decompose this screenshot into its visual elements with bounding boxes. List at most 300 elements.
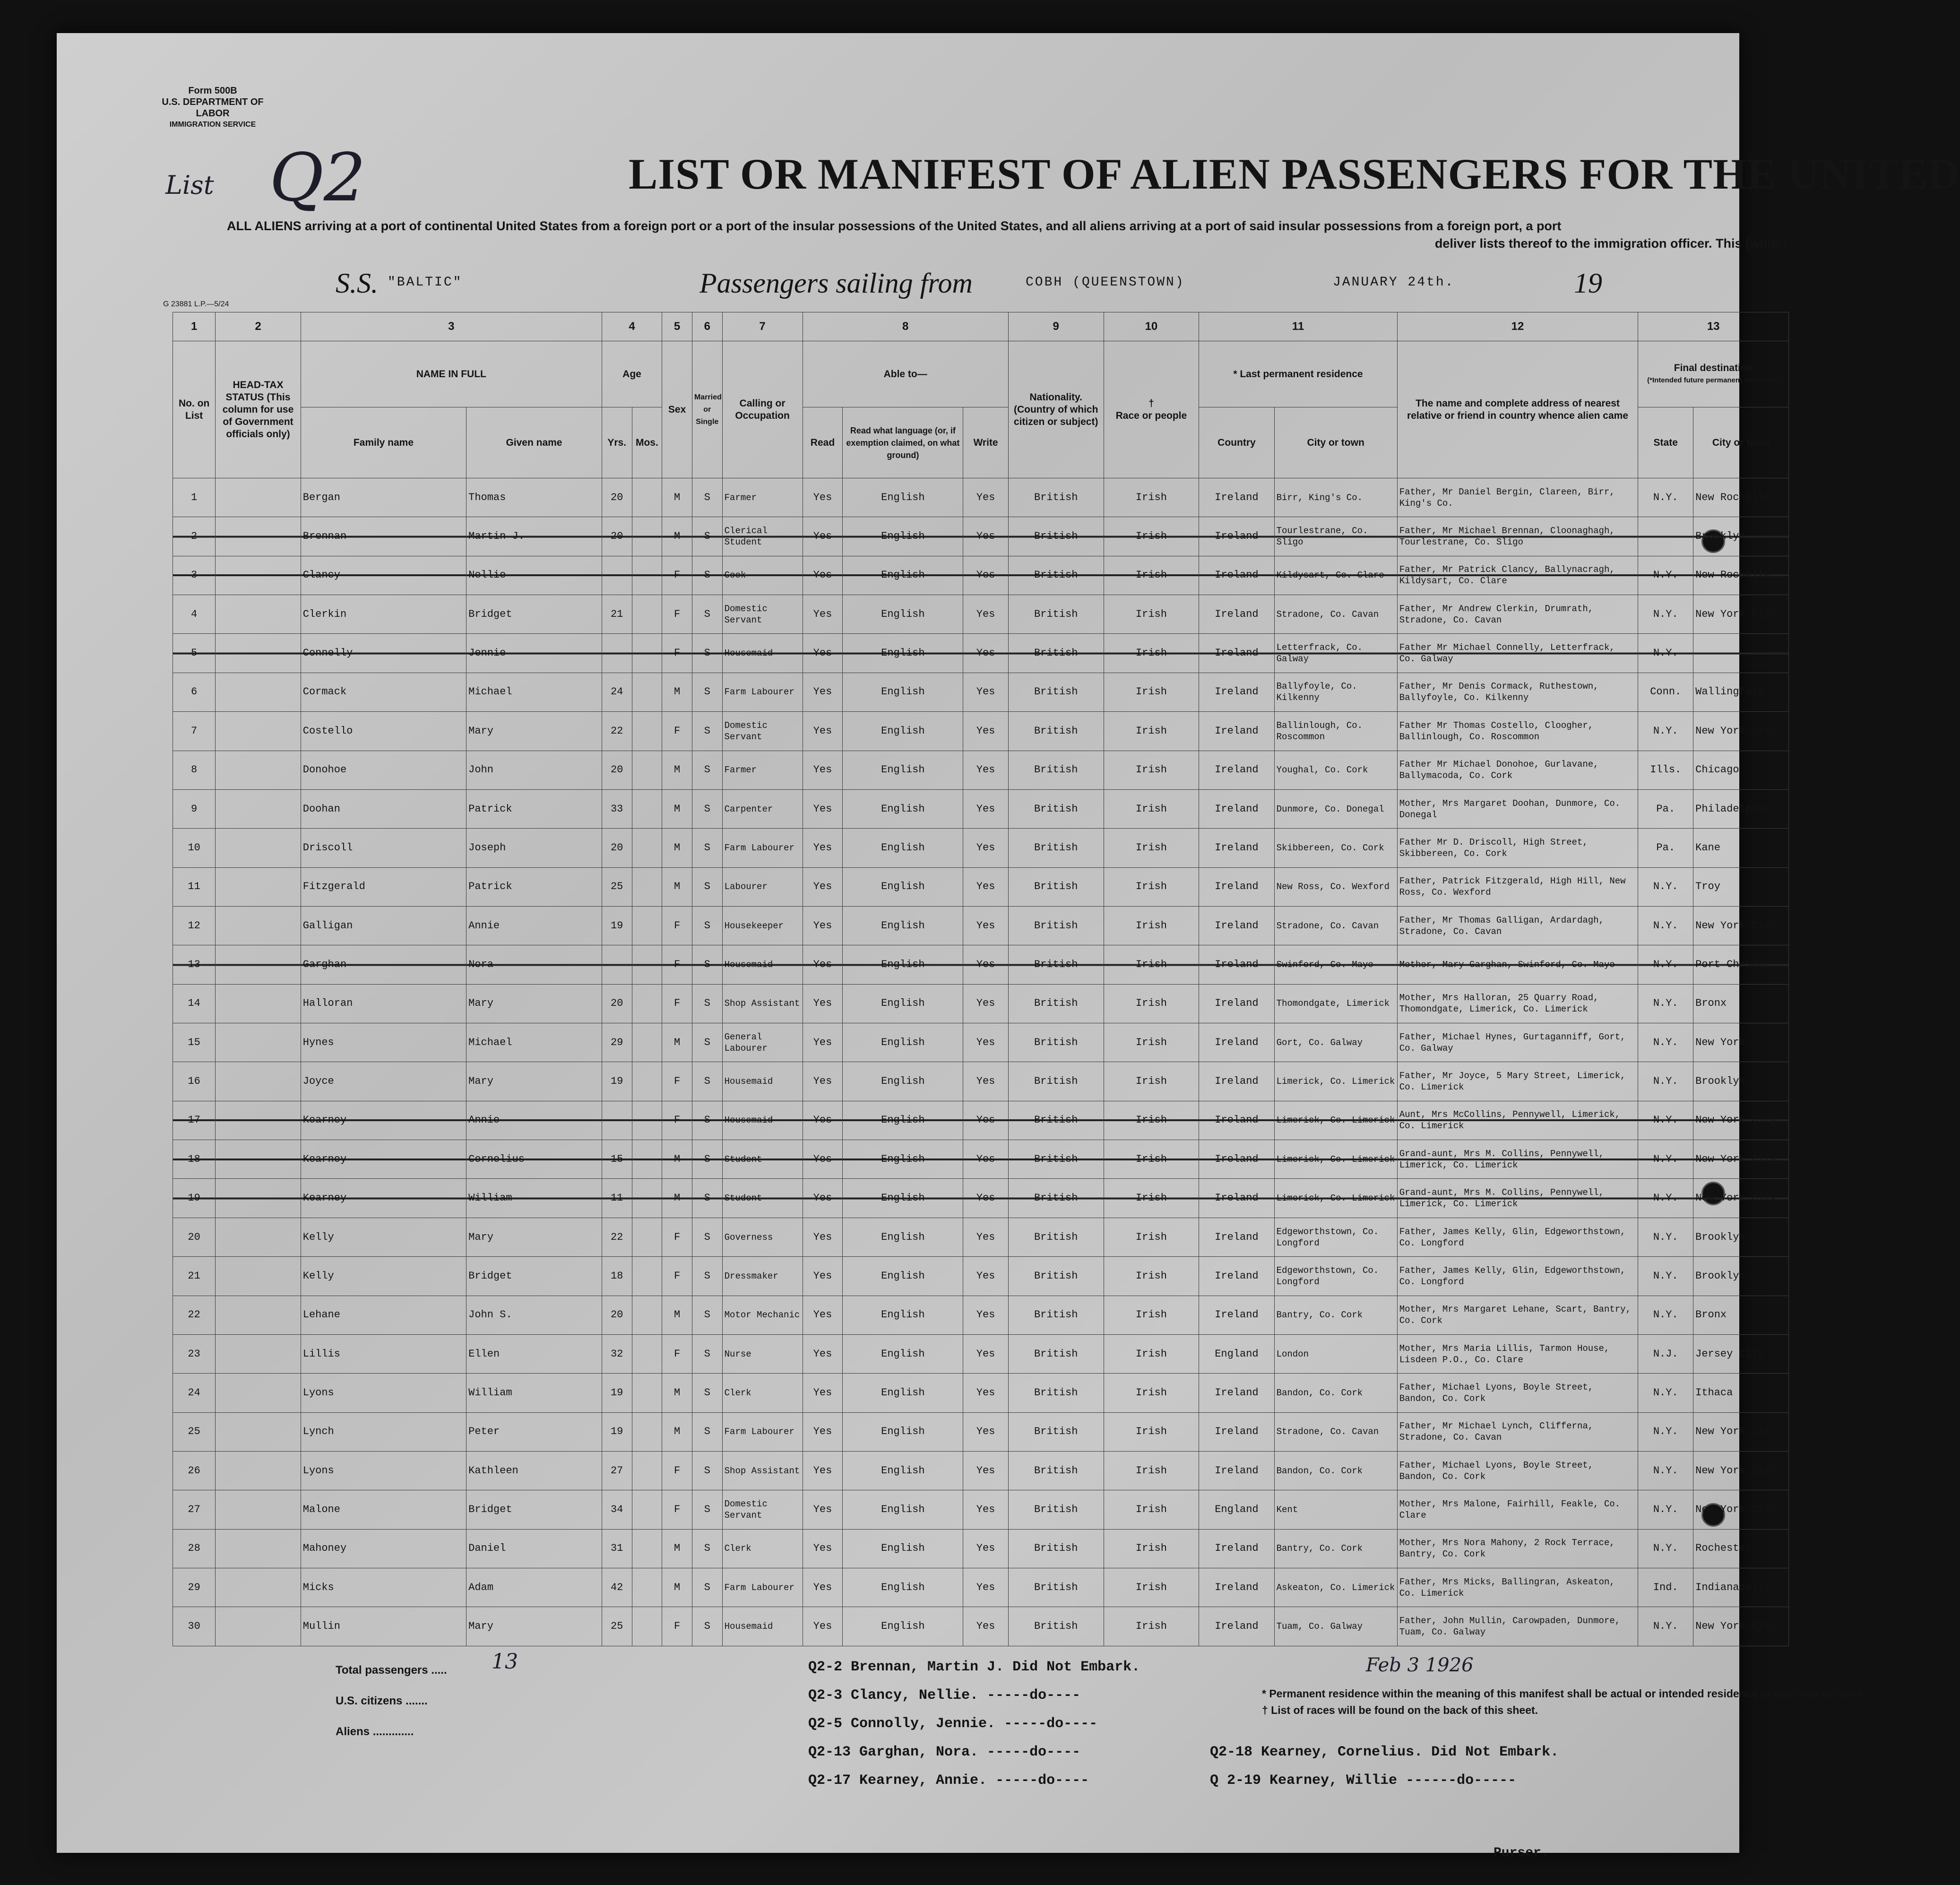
state-cell: Pa. — [1638, 789, 1693, 828]
family-name-cell: Clancy — [301, 556, 466, 595]
age-months-cell — [632, 517, 662, 556]
occupation-cell: Housemaid — [722, 1607, 803, 1646]
age-years-cell — [602, 634, 632, 673]
head-tax-cell — [216, 1257, 301, 1296]
header-race — [1104, 341, 1199, 478]
marital-status-cell: S — [692, 634, 722, 673]
header-head-tax: HEAD-TAX STATUS (This column for use of Government officials only) — [216, 341, 301, 478]
race-cell: Irish — [1104, 1257, 1199, 1296]
race-cell: Irish — [1104, 829, 1199, 867]
col-num-13: 13 — [1638, 312, 1789, 341]
marital-status-cell: S — [692, 789, 722, 828]
marital-status-cell: S — [692, 1568, 722, 1607]
sex-cell: F — [662, 1062, 692, 1101]
state-cell: N.Y. — [1638, 945, 1693, 984]
destination-city-cell: New York City — [1693, 1490, 1789, 1529]
age-years-cell: 25 — [602, 1607, 632, 1646]
row-number: 8 — [173, 751, 216, 789]
write-cell: Yes — [963, 1374, 1009, 1412]
table-row — [173, 595, 1789, 634]
marital-status-cell: S — [692, 906, 722, 945]
age-months-cell — [632, 945, 662, 984]
race-cell: Irish — [1104, 712, 1199, 751]
country-cell: Ireland — [1199, 478, 1274, 517]
age-months-cell — [632, 1529, 662, 1568]
read-cell: Yes — [803, 789, 843, 828]
race-cell: Irish — [1104, 984, 1199, 1023]
relative-cell: Father, Michael Lyons, Boyle Street, Bandon, Co. Cork — [1397, 1451, 1638, 1490]
note-line: Q2-17 Kearney, Annie. -----do---- — [808, 1773, 1089, 1789]
read-cell: Yes — [803, 1257, 843, 1296]
given-name-cell: Bridget — [466, 1490, 602, 1529]
read-language-cell: English — [843, 634, 963, 673]
header-dest-city: City or town — [1693, 407, 1789, 478]
given-name-cell: Bridget — [466, 595, 602, 634]
write-cell: Yes — [963, 595, 1009, 634]
head-tax-cell — [216, 673, 301, 711]
state-cell: Pa. — [1638, 829, 1693, 867]
write-cell: Yes — [963, 712, 1009, 751]
occupation-cell: Nurse — [722, 1334, 803, 1373]
col-num-8: 8 — [803, 312, 1008, 341]
family-name-cell: Lyons — [301, 1374, 466, 1412]
marital-status-cell: S — [692, 1334, 722, 1373]
given-name-cell: Mary — [466, 1062, 602, 1101]
ship-prefix: S.S. — [336, 268, 378, 299]
read-language-cell: English — [843, 1568, 963, 1607]
header-calling: Calling or Occupation — [722, 341, 803, 478]
table-row — [173, 517, 1789, 556]
table-row — [173, 906, 1789, 945]
read-cell: Yes — [803, 1218, 843, 1256]
relative-cell: Grand-aunt, Mrs M. Collins, Pennywell, Limerick, Co. Limerick — [1397, 1179, 1638, 1218]
read-language-cell: English — [843, 829, 963, 867]
read-language-cell: English — [843, 556, 963, 595]
marital-status-cell: S — [692, 1023, 722, 1062]
nationality-cell: British — [1008, 1101, 1104, 1140]
sex-cell: F — [662, 1218, 692, 1256]
marital-status-cell: S — [692, 1257, 722, 1296]
age-months-cell — [632, 1023, 662, 1062]
table-row — [173, 673, 1789, 711]
header-mos: Mos. — [632, 407, 662, 478]
write-cell: Yes — [963, 789, 1009, 828]
col-num-3: 3 — [301, 312, 602, 341]
read-cell: Yes — [803, 634, 843, 673]
occupation-cell: Farmer — [722, 751, 803, 789]
family-name-cell: Costello — [301, 712, 466, 751]
read-cell: Yes — [803, 1334, 843, 1373]
family-name-cell: Connelly — [301, 634, 466, 673]
head-tax-cell — [216, 1568, 301, 1607]
country-cell: Ireland — [1199, 1257, 1274, 1296]
marital-status-cell: S — [692, 1529, 722, 1568]
family-name-cell: Kearney — [301, 1140, 466, 1179]
age-months-cell — [632, 634, 662, 673]
occupation-cell: Farmer — [722, 478, 803, 517]
age-months-cell — [632, 673, 662, 711]
table-row — [173, 1218, 1789, 1256]
write-cell: Yes — [963, 1296, 1009, 1334]
head-tax-cell — [216, 1374, 301, 1412]
destination-city-cell: Chicago — [1693, 751, 1789, 789]
nationality-cell: British — [1008, 595, 1104, 634]
age-years-cell: 20 — [602, 478, 632, 517]
marital-status-cell: S — [692, 867, 722, 906]
instruction-text: ALL ALIENS arriving at a port of continental United States from a foreign port or a port of the insular possessions of the United States, and all aliens arriving at a port of said insular possessions from a foreign port, a port — [227, 219, 1562, 233]
head-tax-cell — [216, 1023, 301, 1062]
occupation-cell: Dressmaker — [722, 1257, 803, 1296]
age-months-cell — [632, 1179, 662, 1218]
age-years-cell: 19 — [602, 1374, 632, 1412]
relative-cell: Father, Michael Lyons, Boyle Street, Bandon, Co. Cork — [1397, 1374, 1638, 1412]
table-row — [173, 1412, 1789, 1451]
row-number: 10 — [173, 829, 216, 867]
city-cell: Kent — [1274, 1490, 1397, 1529]
table-row — [173, 1568, 1789, 1607]
state-cell: N.Y. — [1638, 595, 1693, 634]
sex-cell: F — [662, 556, 692, 595]
state-cell: N.Y. — [1638, 634, 1693, 673]
occupation-cell: Labourer — [722, 867, 803, 906]
aliens-label: Aliens ............. — [336, 1725, 414, 1738]
read-language-cell: English — [843, 1412, 963, 1451]
head-tax-cell — [216, 1412, 301, 1451]
head-tax-cell — [216, 1607, 301, 1646]
given-name-cell: Michael — [466, 673, 602, 711]
state-cell: N.Y. — [1638, 1374, 1693, 1412]
header-write: Write — [963, 407, 1009, 478]
race-cell: Irish — [1104, 1179, 1199, 1218]
family-name-cell: Clerkin — [301, 595, 466, 634]
sex-cell: M — [662, 1374, 692, 1412]
given-name-cell: Michael — [466, 1023, 602, 1062]
age-months-cell — [632, 1490, 662, 1529]
given-name-cell: John — [466, 751, 602, 789]
read-language-cell: English — [843, 1101, 963, 1140]
table-row — [173, 1374, 1789, 1412]
family-name-cell: Garghan — [301, 945, 466, 984]
country-cell: Ireland — [1199, 1101, 1274, 1140]
race-label: Race or people — [1115, 410, 1187, 421]
write-cell: Yes — [963, 556, 1009, 595]
row-number: 16 — [173, 1062, 216, 1101]
nationality-cell: British — [1008, 712, 1104, 751]
country-cell: Ireland — [1199, 945, 1274, 984]
race-cell: Irish — [1104, 634, 1199, 673]
given-name-cell: Peter — [466, 1412, 602, 1451]
nationality-cell: British — [1008, 1412, 1104, 1451]
write-cell: Yes — [963, 984, 1009, 1023]
sex-cell: F — [662, 595, 692, 634]
nationality-cell: British — [1008, 945, 1104, 984]
destination-city-cell: Brooklyn — [1693, 1257, 1789, 1296]
city-cell: Kildysart, Co. Clare — [1274, 556, 1397, 595]
race-cell: Irish — [1104, 517, 1199, 556]
race-cell: Irish — [1104, 789, 1199, 828]
state-cell: Conn. — [1638, 673, 1693, 711]
nationality-cell: British — [1008, 1529, 1104, 1568]
occupation-cell: Shop Assistant — [722, 1451, 803, 1490]
head-tax-cell — [216, 1451, 301, 1490]
relative-cell: Mother, Mrs Malone, Fairhill, Feakle, Co. Clare — [1397, 1490, 1638, 1529]
city-cell: Swinford, Co. Mayo — [1274, 945, 1397, 984]
age-years-cell: 20 — [602, 829, 632, 867]
family-name-cell: Joyce — [301, 1062, 466, 1101]
write-cell: Yes — [963, 751, 1009, 789]
table-row — [173, 829, 1789, 867]
note-line: Q2-3 Clancy, Nellie. -----do---- — [808, 1687, 1081, 1703]
head-tax-cell — [216, 789, 301, 828]
age-years-cell: 42 — [602, 1568, 632, 1607]
city-cell: Bandon, Co. Cork — [1274, 1451, 1397, 1490]
read-cell: Yes — [803, 1062, 843, 1101]
write-cell: Yes — [963, 1568, 1009, 1607]
row-number: 18 — [173, 1140, 216, 1179]
age-years-cell: 34 — [602, 1490, 632, 1529]
write-cell: Yes — [963, 1179, 1009, 1218]
write-cell: Yes — [963, 1023, 1009, 1062]
given-name-cell: Kathleen — [466, 1451, 602, 1490]
header-read-language: Read what language (or, if exemption claimed, on what ground) — [843, 407, 963, 478]
read-language-cell: English — [843, 1334, 963, 1373]
ship-name: "BALTIC" — [388, 275, 463, 290]
race-cell: Irish — [1104, 1568, 1199, 1607]
age-years-cell: 25 — [602, 867, 632, 906]
family-name-cell: Lynch — [301, 1412, 466, 1451]
age-years-cell: 19 — [602, 1412, 632, 1451]
occupation-cell: Clerk — [722, 1529, 803, 1568]
age-months-cell — [632, 1218, 662, 1256]
relative-cell: Mother, Mrs Halloran, 25 Quarry Road, Thomondgate, Limerick, Co. Limerick — [1397, 984, 1638, 1023]
occupation-cell: Housekeeper — [722, 906, 803, 945]
read-language-cell: English — [843, 1296, 963, 1334]
head-tax-cell — [216, 1062, 301, 1101]
age-months-cell — [632, 789, 662, 828]
col-num-12: 12 — [1397, 312, 1638, 341]
read-cell: Yes — [803, 867, 843, 906]
table-row — [173, 1296, 1789, 1334]
row-number: 22 — [173, 1296, 216, 1334]
head-tax-cell — [216, 1529, 301, 1568]
given-name-cell: Nellie — [466, 556, 602, 595]
marital-status-cell: S — [692, 712, 722, 751]
nationality-cell: British — [1008, 984, 1104, 1023]
age-months-cell — [632, 712, 662, 751]
relative-cell: Father Mr Michael Donohoe, Gurlavane, Ballymacoda, Co. Cork — [1397, 751, 1638, 789]
city-cell: Gort, Co. Galway — [1274, 1023, 1397, 1062]
family-name-cell: Kelly — [301, 1218, 466, 1256]
age-months-cell — [632, 1451, 662, 1490]
read-cell: Yes — [803, 906, 843, 945]
header-family-name: Family name — [301, 407, 466, 478]
relative-cell: Mother, Mrs Nora Mahony, 2 Rock Terrace, Bantry, Co. Cork — [1397, 1529, 1638, 1568]
destination-city-cell: New York City — [1693, 1412, 1789, 1451]
destination-city-cell: New Rochelle — [1693, 556, 1789, 595]
age-months-cell — [632, 751, 662, 789]
age-years-cell: 22 — [602, 712, 632, 751]
race-cell: Irish — [1104, 478, 1199, 517]
age-years-cell: 20 — [602, 984, 632, 1023]
head-tax-cell — [216, 751, 301, 789]
relative-cell: Father, Mr Patrick Clancy, Ballynacragh, Kildysart, Co. Clare — [1397, 556, 1638, 595]
header-final-destination — [1638, 341, 1789, 407]
read-cell: Yes — [803, 751, 843, 789]
given-name-cell: Nora — [466, 945, 602, 984]
country-cell: Ireland — [1199, 1607, 1274, 1646]
relative-cell: Father Mr Thomas Costello, Cloogher, Ballinlough, Co. Roscommon — [1397, 712, 1638, 751]
state-cell: Ills. — [1638, 751, 1693, 789]
race-dagger: † — [1148, 398, 1154, 409]
family-name-cell: Mahoney — [301, 1529, 466, 1568]
total-passengers-label: Total passengers ..... — [336, 1664, 447, 1677]
table-row — [173, 1179, 1789, 1218]
state-cell: N.J. — [1638, 1334, 1693, 1373]
marital-status-cell: S — [692, 1218, 722, 1256]
relative-cell: Father Mr D. Driscoll, High Street, Skibbereen, Co. Cork — [1397, 829, 1638, 867]
col-num-2: 2 — [216, 312, 301, 341]
sex-cell: F — [662, 712, 692, 751]
occupation-cell: Carpenter — [722, 789, 803, 828]
age-months-cell — [632, 1374, 662, 1412]
occupation-cell: Housemaid — [722, 1062, 803, 1101]
nationality-cell: British — [1008, 517, 1104, 556]
sailing-label: Passengers sailing from — [699, 268, 973, 299]
nationality-cell: British — [1008, 1607, 1104, 1646]
country-cell: Ireland — [1199, 1179, 1274, 1218]
row-number: 30 — [173, 1607, 216, 1646]
marital-status-cell: S — [692, 751, 722, 789]
destination-city-cell: Wallingford — [1693, 673, 1789, 711]
destination-city-cell: New York City — [1693, 595, 1789, 634]
purser-label: Purser. — [1494, 1846, 1549, 1860]
table-row — [173, 789, 1789, 828]
destination-city-cell: Bronx — [1693, 984, 1789, 1023]
country-cell: Ireland — [1199, 867, 1274, 906]
state-cell: N.Y. — [1638, 1257, 1693, 1296]
header-residence: * Last permanent residence — [1199, 341, 1397, 407]
read-language-cell: English — [843, 751, 963, 789]
row-number: 15 — [173, 1023, 216, 1062]
head-tax-cell — [216, 1218, 301, 1256]
race-cell: Irish — [1104, 1529, 1199, 1568]
city-cell: Limerick, Co. Limerick — [1274, 1140, 1397, 1179]
header-age: Age — [602, 341, 662, 407]
occupation-cell: Student — [722, 1179, 803, 1218]
row-number: 11 — [173, 867, 216, 906]
read-cell: Yes — [803, 517, 843, 556]
family-name-cell: Driscoll — [301, 829, 466, 867]
city-cell: London — [1274, 1334, 1397, 1373]
given-name-cell: Cornelius — [466, 1140, 602, 1179]
state-cell: N.Y. — [1638, 1451, 1693, 1490]
row-number: 26 — [173, 1451, 216, 1490]
given-name-cell: Mary — [466, 1218, 602, 1256]
nationality-cell: British — [1008, 1334, 1104, 1373]
race-cell: Irish — [1104, 1101, 1199, 1140]
write-cell: Yes — [963, 829, 1009, 867]
col-num-6: 6 — [692, 312, 722, 341]
city-cell: Tuam, Co. Galway — [1274, 1607, 1397, 1646]
port-name: COBH (QUEENSTOWN) — [1026, 275, 1185, 290]
row-number: 27 — [173, 1490, 216, 1529]
city-cell: Thomondgate, Limerick — [1274, 984, 1397, 1023]
note-line: Q2-18 Kearney, Cornelius. Did Not Embark. — [1210, 1744, 1559, 1760]
header-state: State — [1638, 407, 1693, 478]
write-cell: Yes — [963, 906, 1009, 945]
country-cell: Ireland — [1199, 1023, 1274, 1062]
sex-cell: M — [662, 1568, 692, 1607]
country-cell: Ireland — [1199, 556, 1274, 595]
age-months-cell — [632, 1568, 662, 1607]
read-cell: Yes — [803, 945, 843, 984]
race-cell: Irish — [1104, 751, 1199, 789]
country-cell: Ireland — [1199, 634, 1274, 673]
marital-status-cell: S — [692, 1179, 722, 1218]
nationality-cell: British — [1008, 906, 1104, 945]
head-tax-cell — [216, 867, 301, 906]
sailing-date: JANUARY 24th. — [1333, 275, 1455, 290]
city-cell: Stradone, Co. Cavan — [1274, 595, 1397, 634]
age-years-cell — [602, 1101, 632, 1140]
marital-status-cell: S — [692, 595, 722, 634]
relative-cell: Mother, Mary Garghan, Swinford, Co. Mayo — [1397, 945, 1638, 984]
sex-cell: F — [662, 1257, 692, 1296]
destination-city-cell: Troy — [1693, 867, 1789, 906]
header-given-name: Given name — [466, 407, 602, 478]
destination-city-cell: Philadelphia — [1693, 789, 1789, 828]
country-cell: Ireland — [1199, 1451, 1274, 1490]
table-row — [173, 1607, 1789, 1646]
destination-city-cell: Bronx — [1693, 1296, 1789, 1334]
relative-cell: Mother, Mrs Maria Lillis, Tarmon House, Lisdeen P.O., Co. Clare — [1397, 1334, 1638, 1373]
country-cell: Ireland — [1199, 751, 1274, 789]
country-cell: Ireland — [1199, 1062, 1274, 1101]
read-language-cell: English — [843, 517, 963, 556]
country-cell: Ireland — [1199, 517, 1274, 556]
race-cell: Irish — [1104, 1218, 1199, 1256]
table-row — [173, 867, 1789, 906]
read-cell: Yes — [803, 478, 843, 517]
sex-cell: F — [662, 984, 692, 1023]
nationality-cell: British — [1008, 1140, 1104, 1179]
state-cell: N.Y. — [1638, 1062, 1693, 1101]
country-cell: Ireland — [1199, 1374, 1274, 1412]
given-name-cell: Mary — [466, 712, 602, 751]
occupation-cell: Clerical Student — [722, 517, 803, 556]
destination-city-cell: Brooklyn — [1693, 517, 1789, 556]
marital-status-cell: S — [692, 556, 722, 595]
nationality-cell: British — [1008, 867, 1104, 906]
destination-city-cell: Brooklyn — [1693, 1218, 1789, 1256]
row-number: 1 — [173, 478, 216, 517]
city-cell: Limerick, Co. Limerick — [1274, 1179, 1397, 1218]
city-cell: Bantry, Co. Cork — [1274, 1296, 1397, 1334]
table-row — [173, 1257, 1789, 1296]
occupation-cell: Student — [722, 1140, 803, 1179]
manifest-footer — [336, 1650, 1863, 1872]
country-cell: Ireland — [1199, 1296, 1274, 1334]
relative-cell: Father, Mrs Micks, Ballingran, Askeaton, Co. Limerick — [1397, 1568, 1638, 1607]
given-name-cell: Patrick — [466, 867, 602, 906]
marital-status-cell: S — [692, 673, 722, 711]
age-years-cell — [602, 945, 632, 984]
state-cell: Ind. — [1638, 1568, 1693, 1607]
table-row — [173, 751, 1789, 789]
marital-status-cell: S — [692, 1374, 722, 1412]
state-cell: N.Y. — [1638, 478, 1693, 517]
row-number: 24 — [173, 1374, 216, 1412]
